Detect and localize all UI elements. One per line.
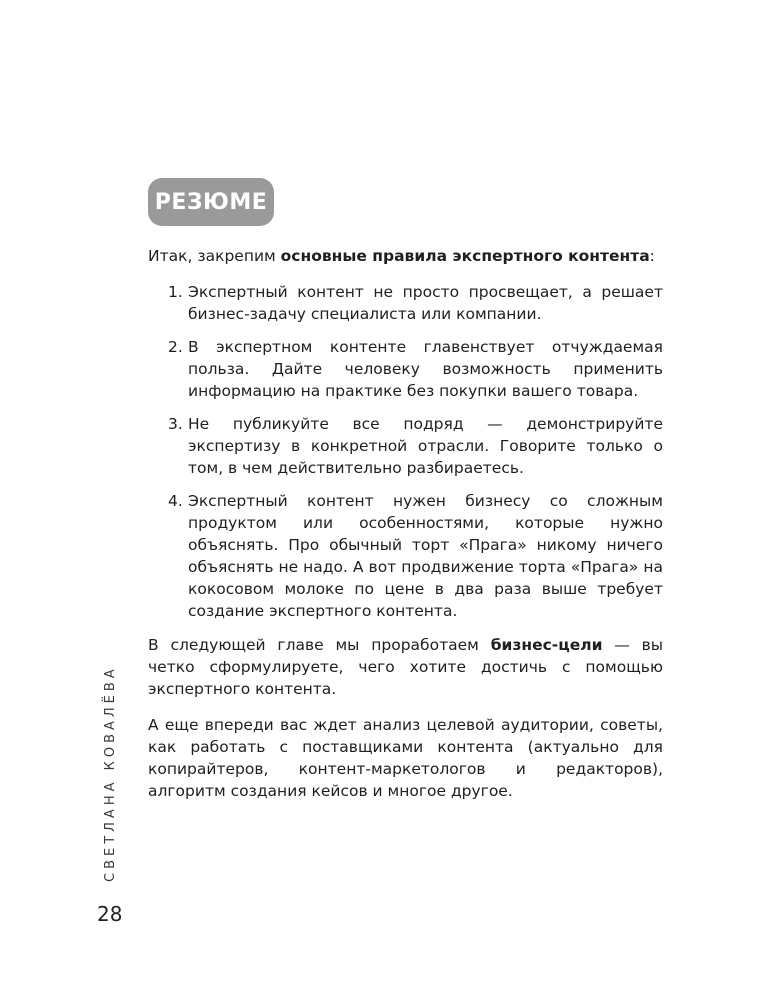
page-content [148, 245, 663, 802]
list-item [148, 490, 663, 622]
list-item [148, 413, 663, 479]
list-item-text: Не публикуйте все подряд — демонстрируйте экспертизу в конкретной отрасли. Говорите только о том, в чем действительно разбираетесь. [188, 415, 663, 477]
list-item-number: 1. [168, 283, 183, 301]
list-item [148, 281, 663, 325]
next-chapter-paragraph [148, 634, 663, 700]
next-chapter-rest: — вы четко сформулируете, чего хотите достичь с помощью экспертного контента. [148, 636, 664, 698]
outlook-paragraph: А еще впереди вас ждет анализ целевой аудитории, советы, как работать с поставщиками контента (актуально для копирайтеров, контент-маркетологов и редакторов), алгоритм создания кейсов и многое другое. [148, 716, 663, 800]
list-item-text: Экспертный контент нужен бизнесу со сложным продуктом или особенностями, которые нужно объяснять. Про обычный торт «Прага» никому ничего объяснять не надо. А вот продвижение торта «Прага» на кокосовом молоке по цене в два раза выше требует создание экспертного контента. [188, 492, 663, 620]
list-item-text: В экспертном контенте главенствует отчуждаемая польза. Дайте человеку возможность применить информацию на практике без покупки вашего товара. [188, 338, 663, 400]
next-chapter-text: В следующей главе мы проработаем [148, 636, 491, 654]
list-item-number: 2. [168, 338, 183, 356]
page-number: 28 [97, 902, 123, 926]
list-item-number: 3. [168, 415, 183, 433]
list-item-number: 4. [168, 492, 183, 510]
next-chapter-emphasis: бизнес-цели [490, 636, 603, 654]
intro-colon: : [649, 247, 655, 265]
list-item-text: Экспертный контент не просто просвещает, а решает бизнес-задачу специалиста или компании. [188, 283, 663, 323]
running-author: СВЕТЛАНА КОВАЛЁВА [103, 665, 118, 882]
intro-text: Итак, закрепим [148, 247, 281, 265]
rules-list [148, 281, 663, 622]
list-item [148, 336, 663, 402]
section-badge: РЕЗЮМЕ [148, 178, 274, 226]
intro-emphasis: основные правила экспертного контента [280, 247, 650, 265]
intro-paragraph [148, 245, 663, 267]
